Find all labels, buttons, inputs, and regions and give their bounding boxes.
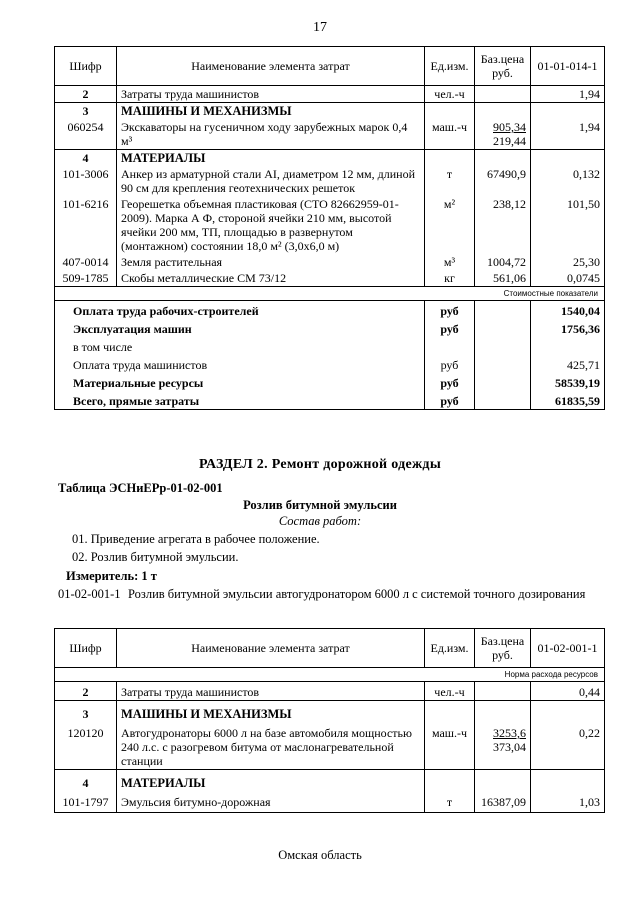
row-price: 561,06	[475, 270, 531, 287]
row-value: 0,132	[531, 166, 605, 196]
header-code: Шифр	[55, 629, 117, 668]
row-unit: чел.-ч	[425, 86, 475, 103]
section-title: МАТЕРИАЛЫ	[117, 770, 425, 792]
row-name: Экскаваторы на гусеничном ходу зарубежных марок 0,4 м³	[117, 119, 425, 150]
row-value: 0,44	[531, 682, 605, 701]
row-unit: т	[425, 791, 475, 813]
header-name: Наименование элемента затрат	[117, 629, 425, 668]
row-code: 101-3006	[55, 166, 117, 196]
measure-unit: Измеритель: 1 т	[66, 569, 157, 583]
row-unit: м³	[425, 254, 475, 270]
row-code: 407-0014	[55, 254, 117, 270]
summary-value: 58539,19	[531, 373, 605, 391]
summary-label: Материальные ресурсы	[55, 373, 425, 391]
row-name: Анкер из арматурной стали AI, диаметром 12 мм, длиной 90 см для крепления геотехнических решеток	[117, 166, 425, 196]
norm-code: 01-02-001-1	[58, 587, 121, 601]
cost-indicators-note: Стоимостные показатели	[55, 287, 605, 301]
row-name: Автогудронаторы 6000 л на базе автомобиля мощностью 240 л.с. с разогревом битума от маслонагревательной станции	[117, 722, 425, 770]
row-value: 1,03	[531, 791, 605, 813]
row-unit: м²	[425, 196, 475, 254]
summary-label: Оплата труда машинистов	[55, 355, 425, 373]
row-code: 101-1797	[55, 791, 117, 813]
summary-label: Оплата труда рабочих-строителей	[55, 301, 425, 320]
row-unit: т	[425, 166, 475, 196]
section-code: 4	[55, 770, 117, 792]
section-2-title: РАЗДЕЛ 2. Ремонт дорожной одежды	[198, 457, 442, 472]
row-name: Земля растительная	[117, 254, 425, 270]
summary-unit: руб	[425, 373, 475, 391]
header-column-code: 01-01-014-1	[531, 47, 605, 86]
row-name: Скобы металлические СМ 73/12	[117, 270, 425, 287]
row-price: 3253,6 373,04	[475, 722, 531, 770]
work-composition-title: Состав работ:	[278, 514, 362, 528]
row-code: 120120	[55, 722, 117, 770]
header-unit: Ед.изм.	[425, 47, 475, 86]
row-price	[475, 682, 531, 701]
header-price: Баз.цена руб.	[475, 47, 531, 86]
summary-value: 425,71	[531, 355, 605, 373]
row-name: Затраты труда машинистов	[117, 86, 425, 103]
row-unit: маш.-ч	[425, 119, 475, 150]
table-title: Таблица ЭСНиЕРр-01-02-001	[58, 481, 223, 495]
summary-label: Эксплуатация машин	[55, 319, 425, 337]
header-column-code: 01-02-001-1	[531, 629, 605, 668]
row-price	[475, 86, 531, 103]
resource-table-2	[54, 628, 605, 813]
header-price: Баз.цена руб.	[475, 629, 531, 668]
summary-label: Всего, прямые затраты	[55, 391, 425, 410]
row-name: Затраты труда машинистов	[117, 682, 425, 701]
row-value: 0,22	[531, 722, 605, 770]
section-code: 3	[55, 701, 117, 723]
summary-unit: руб	[425, 391, 475, 410]
row-price: 1004,72	[475, 254, 531, 270]
row-code: 509-1785	[55, 270, 117, 287]
row-value: 25,30	[531, 254, 605, 270]
row-price: 905,34 219,44	[475, 119, 531, 150]
row-value: 101,50	[531, 196, 605, 254]
summary-value: 61835,59	[531, 391, 605, 410]
row-code: 2	[55, 86, 117, 103]
page-number: 17	[313, 20, 327, 35]
section-title: МАШИНЫ И МЕХАНИЗМЫ	[117, 103, 425, 120]
summary-value: 1756,36	[531, 319, 605, 337]
header-name: Наименование элемента затрат	[117, 47, 425, 86]
row-code: 2	[55, 682, 117, 701]
summary-unit: руб	[425, 319, 475, 337]
work-subtitle: Розлив битумной эмульсии	[243, 498, 397, 512]
row-unit: кг	[425, 270, 475, 287]
row-price: 16387,09	[475, 791, 531, 813]
row-price: 238,12	[475, 196, 531, 254]
row-value: 0,0745	[531, 270, 605, 287]
section-code: 3	[55, 103, 117, 120]
row-value: 1,94	[531, 119, 605, 150]
work-item: 01. Приведение агрегата в рабочее положение.	[72, 532, 320, 546]
page-footer: Омская область	[278, 848, 362, 862]
row-code: 060254	[55, 119, 117, 150]
row-unit: маш.-ч	[425, 722, 475, 770]
section-title: МАШИНЫ И МЕХАНИЗМЫ	[117, 701, 425, 723]
row-name: Эмульсия битумно-дорожная	[117, 791, 425, 813]
row-value: 1,94	[531, 86, 605, 103]
section-title: МАТЕРИАЛЫ	[117, 150, 425, 167]
work-item: 02. Розлив битумной эмульсии.	[72, 550, 239, 564]
row-code: 101-6216	[55, 196, 117, 254]
summary-unit: руб	[425, 301, 475, 320]
resource-norm-note: Норма расхода ресурсов	[55, 668, 605, 682]
header-unit: Ед.изм.	[425, 629, 475, 668]
row-name: Георешетка объемная пластиковая (СТО 82662959-01-2009). Марка А Ф, стороной ячейки 210 мм, высотой ячейки 200 мм, ТП, площадью в развернутом (монтажном) состоянии 18,0 м² (3,0х6,0 м)	[117, 196, 425, 254]
resource-table-1	[54, 46, 605, 410]
header-code: Шифр	[55, 47, 117, 86]
row-unit: чел.-ч	[425, 682, 475, 701]
norm-description: Розлив битумной эмульсии автогудронатором 6000 л с системой точного дозирования	[128, 587, 586, 601]
summary-label: в том числе	[55, 337, 425, 355]
summary-unit: руб	[425, 355, 475, 373]
section-code: 4	[55, 150, 117, 167]
row-price: 67490,9	[475, 166, 531, 196]
summary-value: 1540,04	[531, 301, 605, 320]
